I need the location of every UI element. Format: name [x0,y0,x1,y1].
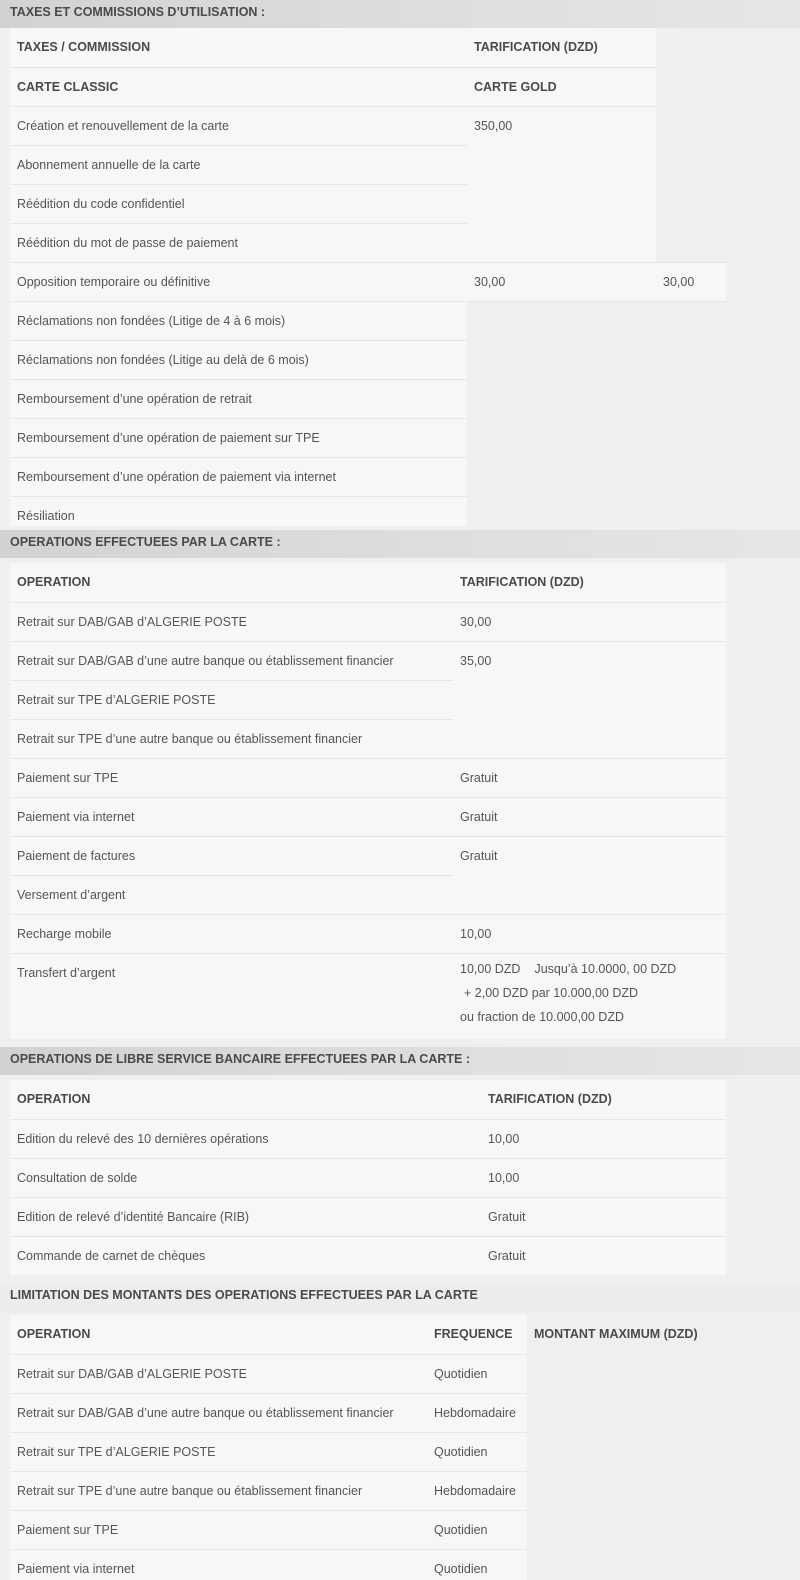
header-operation: OPERATION [10,563,453,602]
row-value: Gratuit [453,797,726,836]
row-value-transfer [453,953,726,1039]
transfer-threshold: Jusqu’à 10.0000, 00 DZD [534,961,677,976]
limitation-header-row [10,1315,726,1354]
header-carte-classic: CARTE CLASSIC [10,67,467,106]
row-value: Gratuit [453,836,726,914]
header-tarification: TARIFICATION (DZD) [453,563,726,602]
row-label: Remboursement d’une opération de paiement sur TPE [10,418,467,457]
table-row [10,641,726,680]
row-value: 10,00 [481,1119,726,1158]
row-label: Remboursement d’une opération de paiement via internet [10,457,467,496]
row-label: Paiement sur TPE [10,1510,427,1549]
header-tarification: TARIFICATION (DZD) [467,28,656,67]
row-label: Versement d’argent [10,875,453,914]
row-value: Gratuit [453,758,726,797]
table-row [10,1549,726,1580]
row-label: Retrait sur TPE d’une autre banque ou établissement financier [10,1471,427,1510]
taxes-table [10,28,726,526]
row-label: Résiliation [10,496,467,526]
row-label: Recharge mobile [10,914,453,953]
header-tarification: TARIFICATION (DZD) [481,1080,726,1119]
operations-header-row [10,563,726,602]
header-operation: OPERATION [10,1080,481,1119]
row-frequence: Hebdomadaire [427,1471,527,1510]
transfer-fraction: ou fraction de 10.000,00 DZD [460,1009,624,1024]
table-row [10,1119,726,1158]
row-label: Commande de carnet de chèques [10,1236,481,1275]
libre-service-table [10,1080,726,1275]
row-label: Création et renouvellement de la carte [10,106,467,145]
table-row [10,1354,726,1393]
table-row [10,1393,726,1432]
row-value: Gratuit [481,1236,726,1275]
row-label: Réclamations non fondées (Litige au delà de 6 mois) [10,340,467,379]
row-label: Edition de relevé d’identité Bancaire (RIB) [10,1197,481,1236]
row-label: Paiement via internet [10,1549,427,1580]
taxes-header-row [10,28,726,67]
row-label: Retrait sur TPE d’une autre banque ou établissement financier [10,719,453,758]
row-label: Paiement de factures [10,836,453,875]
transfer-extra-fee: + 2,00 DZD par 10.000,00 DZD [464,985,639,1000]
table-row [10,1236,726,1275]
table-row [10,301,726,340]
row-frequence: Quotidien [427,1354,527,1393]
table-row [10,1158,726,1197]
table-row [10,914,726,953]
row-label: Remboursement d’une opération de retrait [10,379,467,418]
table-row [10,106,726,145]
taxes-subheader-row [10,67,726,106]
section-title-taxes: TAXES ET COMMISSIONS D’UTILISATION : [0,0,800,28]
row-value-classic: 30,00 [467,262,656,301]
transfer-base-fee: 10,00 DZD [460,961,521,976]
operations-table [10,563,726,1039]
table-row [10,602,726,641]
row-label: Retrait sur DAB/GAB d’ALGERIE POSTE [10,1354,427,1393]
row-label: Retrait sur TPE d’ALGERIE POSTE [10,1432,427,1471]
section-title-libre-service: OPERATIONS DE LIBRE SERVICE BANCAIRE EFFECTUEES PAR LA CARTE : [0,1047,800,1075]
table-row [10,262,726,301]
row-frequence: Quotidien [427,1510,527,1549]
row-label: Retrait sur DAB/GAB d’une autre banque ou établissement financier [10,1393,427,1432]
table-row [10,1197,726,1236]
row-label: Retrait sur DAB/GAB d’ALGERIE POSTE [10,602,453,641]
limitation-table [10,1315,726,1580]
table-row [10,836,726,875]
table-row [10,1510,726,1549]
row-label: Consultation de solde [10,1158,481,1197]
row-label: Réclamations non fondées (Litige de 4 à 6 mois) [10,301,467,340]
row-value: 10,00 [453,914,726,953]
row-frequence: Quotidien [427,1549,527,1580]
row-label: Abonnement annuelle de la carte [10,145,467,184]
libre-service-header-row [10,1080,726,1119]
row-label: Retrait sur TPE d’ALGERIE POSTE [10,680,453,719]
row-label: Edition du relevé des 10 dernières opérations [10,1119,481,1158]
row-label: Paiement sur TPE [10,758,453,797]
row-value: 35,00 [453,641,726,758]
row-label: Réédition du mot de passe de paiement [10,223,467,262]
row-label: Réédition du code confidentiel [10,184,467,223]
table-row [10,797,726,836]
table-row [10,758,726,797]
row-value: 350,00 [467,106,656,262]
row-label: Transfert d’argent [10,953,453,1039]
row-label: Paiement via internet [10,797,453,836]
header-carte-gold: CARTE GOLD [467,67,656,106]
header-taxes-commission: TAXES / COMMISSION [10,28,467,67]
row-label: Retrait sur DAB/GAB d’une autre banque ou établissement financier [10,641,453,680]
row-frequence: Hebdomadaire [427,1393,527,1432]
table-row [10,1471,726,1510]
header-frequence: FREQUENCE [427,1315,527,1354]
section-title-operations: OPERATIONS EFFECTUEES PAR LA CARTE : [0,530,800,558]
row-frequence: Quotidien [427,1432,527,1471]
header-operation: OPERATION [10,1315,427,1354]
row-value-gold: 30,00 [656,262,726,301]
row-label: Opposition temporaire ou définitive [10,262,467,301]
header-montant-maximum: MONTANT MAXIMUM (DZD) [534,1327,698,1341]
row-value: 30,00 [453,602,726,641]
section-title-limitation: LIMITATION DES MONTANTS DES OPERATIONS EFFECTUEES PAR LA CARTE [0,1283,800,1311]
table-row-transfer [10,953,726,1039]
row-value: 10,00 [481,1158,726,1197]
row-value: Gratuit [481,1197,726,1236]
table-row [10,1432,726,1471]
